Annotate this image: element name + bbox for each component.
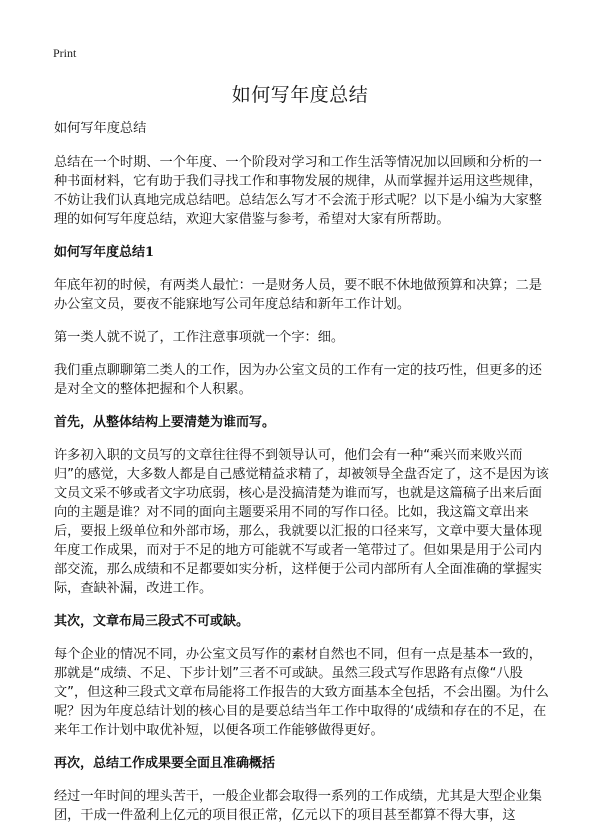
paragraph: 第一类人就不说了，工作注意事项就一个字：细。 <box>54 330 345 345</box>
page-title: 如何写年度总结 <box>231 84 369 106</box>
subsection-heading: 再次，总结工作成果要全面且准确概括 <box>54 756 276 771</box>
article-subtitle: 如何写年度总结 <box>54 121 147 136</box>
paragraph: 每个企业的情况不同，办公室文员写作的素材自然也不同，但有一点是基本一致的，那就是“成绩、不足、下步计划”三者不可或缺。虽然三段式写作思路有点像“八股文”，但这种三段式文章布局能将工作报告的大致方面基本全包括，不会出圈。为什么呢？因为年度总结计划的核心目的是要总结当年工作中取得的‘成绩和存在的不足，在来年工作计划中取优补短，以便各项工作能够做得更好。 <box>54 647 549 738</box>
subsection-heading: 其次，文章布局三段式不可或缺。 <box>54 614 250 629</box>
paragraph: 经过一年时间的埋头苦干，一般企业都会取得一系列的工作成绩，尤其是大型企业集团，干成一件盈利上亿元的项目很正常，亿元以下的项目甚至都算不得大事，这 <box>54 789 542 823</box>
paragraph: 我们重点聊聊第二类人的工作，因为办公室文员的工作有一定的技巧性，但更多的还是对全文的整体把握和个人积累。 <box>54 363 542 397</box>
paragraph: 许多初入职的文员写的文章往往得不到领导认可，他们会有一种“乘兴而来败兴而归”的感觉，大多数人都是自己感觉精益求精了，却被领导全盘否定了，这不是因为该文员文采不够或者文字功底弱，核心是没搞清楚为谁而写，也就是这篇稿子出来后面向的主题是谁？对不同的面向主题要采用不同的写作口径。比如，我这篇文章出来后，要报上级单位和外部市场，那么，我就要以汇报的口径来写，文章中要大量体现年度工作成果，而对于不足的地方可能就不写或者一笔带过了。但如果是用于公司内部交流，那么成绩和不足都要如实分析，这样便于公司内部所有人全面准确的掌握实际，查缺补漏，改进工作。 <box>54 448 549 596</box>
section-heading: 如何写年度总结1 <box>54 245 155 260</box>
print-link[interactable]: Print <box>53 46 77 60</box>
subsection-heading: 首先，从整体结构上要清楚为谁而写。 <box>54 415 276 430</box>
article-body <box>54 119 554 839</box>
intro-paragraph: 总结在一个时期、一个年度、一个阶段对学习和工作生活等情况加以回顾和分析的一种书面材料，它有助于我们寻找工作和事物发展的规律，从而掌握并运用这些规律，不妨让我们认真地完成总结吧。总结怎么写才不会流于形式呢？以下是小编为大家整理的如何写年度总结，欢迎大家借鉴与参考，希望对大家有所帮助。 <box>54 155 542 227</box>
paragraph: 年底年初的时候，有两类人最忙：一是财务人员，要不眠不休地做预算和决算；二是办公室文员，要夜不能寐地写公司年度总结和新年工作计划。 <box>54 278 542 312</box>
